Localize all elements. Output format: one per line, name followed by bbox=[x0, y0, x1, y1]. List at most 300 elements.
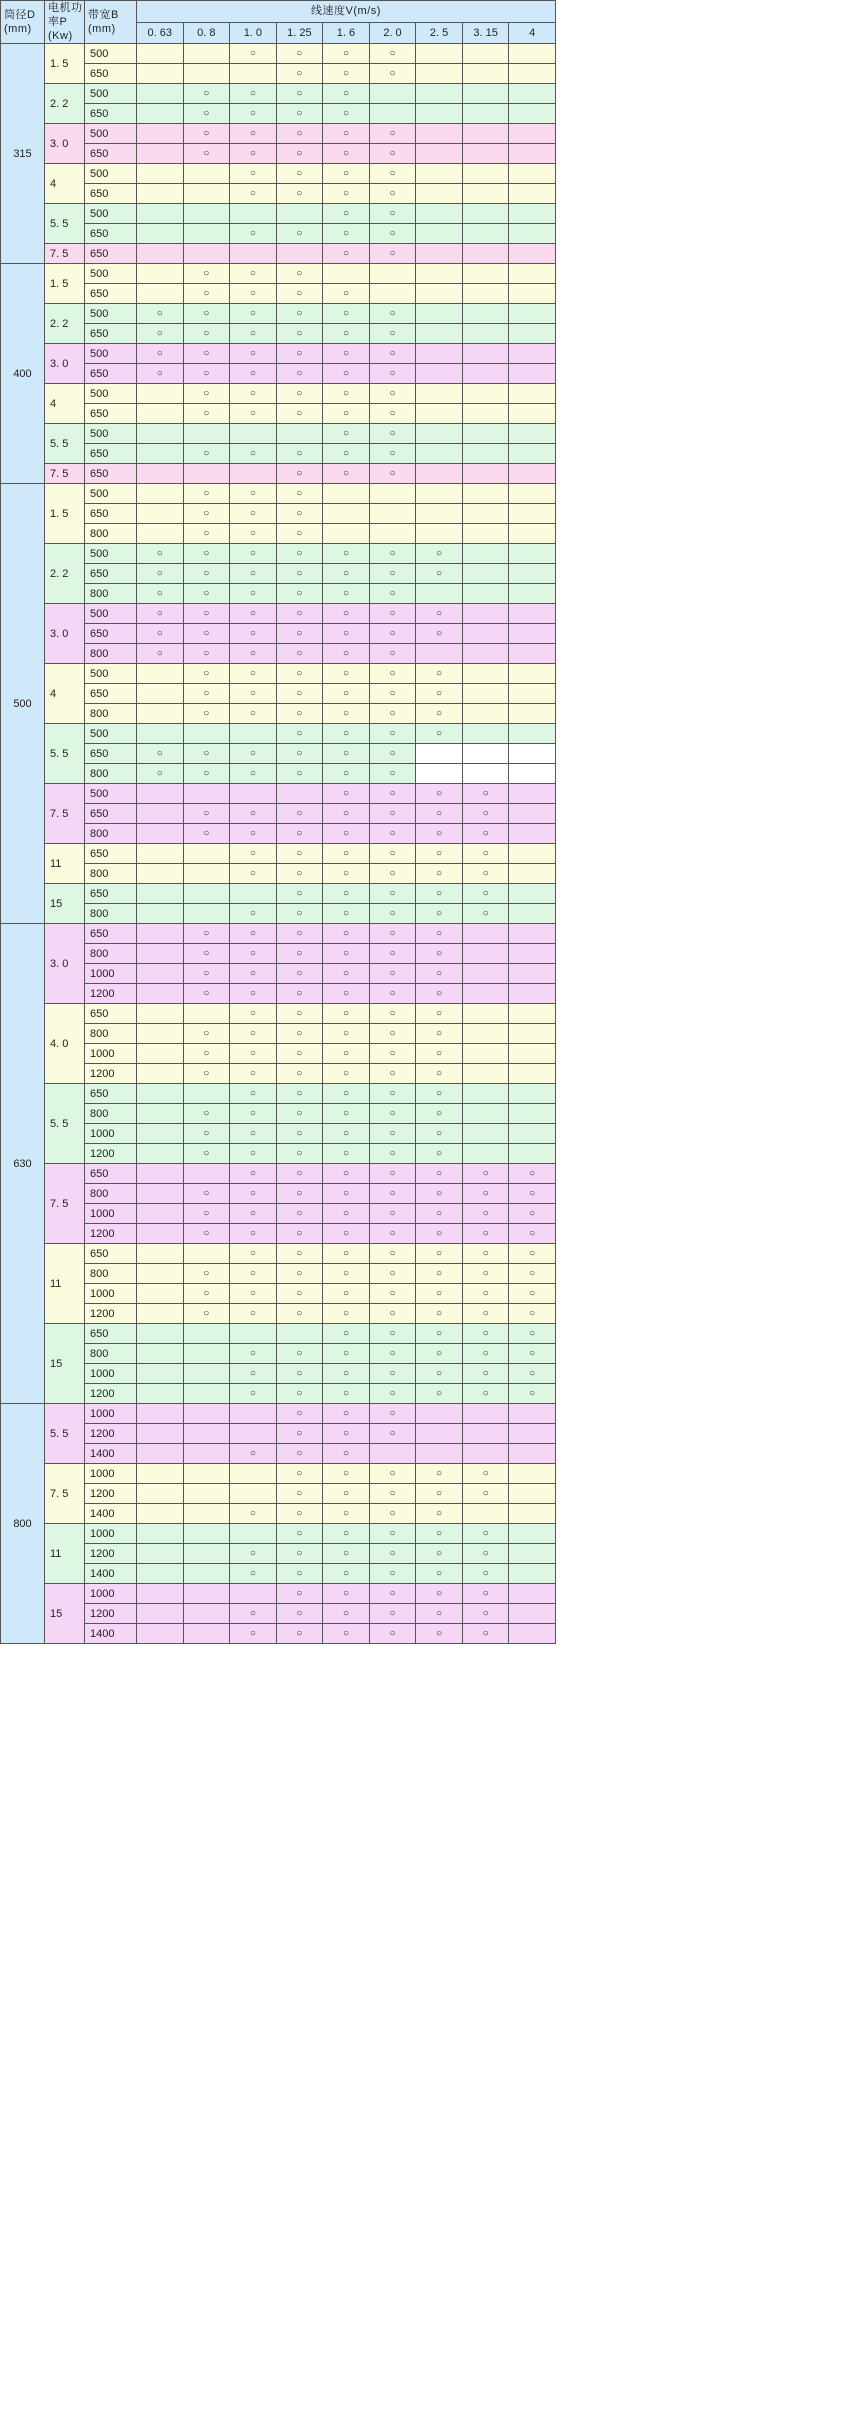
mark-cell bbox=[276, 1544, 323, 1564]
mark-cell bbox=[462, 1244, 509, 1264]
mark-cell bbox=[462, 484, 509, 504]
check-mark-icon: ○ bbox=[296, 708, 303, 719]
belt-width-cell: 500 bbox=[85, 784, 137, 804]
check-mark-icon: ○ bbox=[249, 968, 256, 979]
table-row bbox=[1, 184, 556, 204]
check-mark-icon: ○ bbox=[436, 708, 443, 719]
mark-cell bbox=[369, 944, 416, 964]
check-mark-icon: ○ bbox=[529, 1308, 536, 1319]
mark-cell bbox=[509, 604, 556, 624]
check-mark-icon: ○ bbox=[249, 1508, 256, 1519]
mark-cell bbox=[416, 924, 463, 944]
mark-cell bbox=[369, 304, 416, 324]
mark-cell bbox=[230, 544, 277, 564]
mark-cell bbox=[137, 904, 184, 924]
mark-cell bbox=[323, 644, 370, 664]
mark-cell bbox=[183, 1184, 230, 1204]
mark-cell bbox=[276, 744, 323, 764]
mark-cell bbox=[416, 824, 463, 844]
check-mark-icon: ○ bbox=[389, 868, 396, 879]
mark-cell bbox=[137, 584, 184, 604]
check-mark-icon: ○ bbox=[436, 548, 443, 559]
mark-cell bbox=[323, 64, 370, 84]
check-mark-icon: ○ bbox=[296, 1448, 303, 1459]
check-mark-icon: ○ bbox=[436, 1288, 443, 1299]
check-mark-icon: ○ bbox=[482, 1268, 489, 1279]
check-mark-icon: ○ bbox=[342, 1508, 349, 1519]
mark-cell bbox=[462, 104, 509, 124]
mark-cell bbox=[462, 804, 509, 824]
mark-cell bbox=[230, 464, 277, 484]
check-mark-icon: ○ bbox=[296, 268, 303, 279]
mark-cell bbox=[462, 1444, 509, 1464]
mark-cell bbox=[509, 464, 556, 484]
mark-cell bbox=[137, 1444, 184, 1464]
mark-cell bbox=[369, 344, 416, 364]
mark-cell bbox=[183, 1584, 230, 1604]
mark-cell bbox=[323, 1244, 370, 1264]
mark-cell bbox=[462, 1464, 509, 1484]
mark-cell bbox=[509, 1304, 556, 1324]
check-mark-icon: ○ bbox=[296, 1508, 303, 1519]
mark-cell bbox=[230, 1224, 277, 1244]
mark-cell bbox=[369, 1364, 416, 1384]
mark-cell bbox=[230, 184, 277, 204]
belt-width-cell: 650 bbox=[85, 224, 137, 244]
header-speed-1: 0. 8 bbox=[183, 22, 230, 44]
check-mark-icon: ○ bbox=[249, 1288, 256, 1299]
mark-cell bbox=[137, 264, 184, 284]
mark-cell bbox=[137, 924, 184, 944]
check-mark-icon: ○ bbox=[342, 668, 349, 679]
belt-width-cell: 650 bbox=[85, 324, 137, 344]
check-mark-icon: ○ bbox=[342, 1588, 349, 1599]
mark-cell bbox=[183, 284, 230, 304]
check-mark-icon: ○ bbox=[203, 368, 210, 379]
belt-width-cell: 1000 bbox=[85, 1584, 137, 1604]
mark-cell bbox=[137, 1124, 184, 1144]
mark-cell bbox=[509, 444, 556, 464]
belt-width-cell: 1000 bbox=[85, 1044, 137, 1064]
mark-cell bbox=[509, 1424, 556, 1444]
mark-cell bbox=[276, 44, 323, 64]
mark-cell bbox=[416, 1324, 463, 1344]
check-mark-icon: ○ bbox=[389, 588, 396, 599]
mark-cell bbox=[230, 1524, 277, 1544]
mark-cell bbox=[462, 864, 509, 884]
table-row bbox=[1, 244, 556, 264]
check-mark-icon: ○ bbox=[296, 68, 303, 79]
mark-cell bbox=[230, 1264, 277, 1284]
mark-cell bbox=[369, 64, 416, 84]
mark-cell bbox=[323, 624, 370, 644]
belt-width-cell: 650 bbox=[85, 1164, 137, 1184]
check-mark-icon: ○ bbox=[342, 1348, 349, 1359]
mark-cell bbox=[369, 1184, 416, 1204]
mark-cell bbox=[276, 384, 323, 404]
check-mark-icon: ○ bbox=[203, 708, 210, 719]
mark-cell bbox=[230, 804, 277, 824]
mark-cell bbox=[183, 744, 230, 764]
check-mark-icon: ○ bbox=[482, 1628, 489, 1639]
check-mark-icon: ○ bbox=[156, 768, 163, 779]
mark-cell bbox=[462, 1484, 509, 1504]
mark-cell bbox=[323, 1404, 370, 1424]
mark-cell bbox=[183, 464, 230, 484]
mark-cell bbox=[416, 904, 463, 924]
belt-width-cell: 1200 bbox=[85, 1384, 137, 1404]
check-mark-icon: ○ bbox=[342, 908, 349, 919]
mark-cell bbox=[509, 1544, 556, 1564]
mark-cell bbox=[276, 704, 323, 724]
mark-cell bbox=[183, 904, 230, 924]
mark-cell bbox=[369, 1544, 416, 1564]
mark-cell bbox=[137, 864, 184, 884]
check-mark-icon: ○ bbox=[342, 408, 349, 419]
check-mark-icon: ○ bbox=[296, 1308, 303, 1319]
mark-cell bbox=[416, 1384, 463, 1404]
mark-cell bbox=[323, 1464, 370, 1484]
mark-cell bbox=[509, 1364, 556, 1384]
check-mark-icon: ○ bbox=[342, 208, 349, 219]
mark-cell bbox=[323, 204, 370, 224]
power-cell: 5. 5 bbox=[45, 724, 85, 784]
belt-width-cell: 500 bbox=[85, 304, 137, 324]
check-mark-icon: ○ bbox=[342, 728, 349, 739]
mark-cell bbox=[230, 84, 277, 104]
check-mark-icon: ○ bbox=[249, 1368, 256, 1379]
mark-cell bbox=[323, 464, 370, 484]
mark-cell bbox=[276, 104, 323, 124]
check-mark-icon: ○ bbox=[203, 308, 210, 319]
check-mark-icon: ○ bbox=[342, 1288, 349, 1299]
mark-cell bbox=[183, 724, 230, 744]
mark-cell bbox=[369, 144, 416, 164]
check-mark-icon: ○ bbox=[342, 748, 349, 759]
mark-cell bbox=[183, 1624, 230, 1644]
check-mark-icon: ○ bbox=[389, 1508, 396, 1519]
mark-cell bbox=[416, 1024, 463, 1044]
mark-cell bbox=[369, 404, 416, 424]
mark-cell bbox=[323, 184, 370, 204]
mark-cell bbox=[183, 364, 230, 384]
mark-cell bbox=[323, 1524, 370, 1544]
check-mark-icon: ○ bbox=[389, 148, 396, 159]
mark-cell bbox=[323, 1484, 370, 1504]
mark-cell bbox=[462, 1384, 509, 1404]
mark-cell bbox=[323, 1324, 370, 1344]
check-mark-icon: ○ bbox=[203, 628, 210, 639]
mark-cell bbox=[369, 1624, 416, 1644]
check-mark-icon: ○ bbox=[249, 88, 256, 99]
check-mark-icon: ○ bbox=[296, 1408, 303, 1419]
mark-cell bbox=[183, 1264, 230, 1284]
check-mark-icon: ○ bbox=[389, 328, 396, 339]
check-mark-icon: ○ bbox=[342, 1568, 349, 1579]
check-mark-icon: ○ bbox=[296, 588, 303, 599]
mark-cell bbox=[183, 1204, 230, 1224]
mark-cell bbox=[462, 684, 509, 704]
mark-cell bbox=[323, 544, 370, 564]
mark-cell bbox=[183, 44, 230, 64]
mark-cell bbox=[230, 644, 277, 664]
check-mark-icon: ○ bbox=[296, 1528, 303, 1539]
power-cell: 11 bbox=[45, 1524, 85, 1584]
power-cell: 11 bbox=[45, 844, 85, 884]
check-mark-icon: ○ bbox=[249, 1628, 256, 1639]
check-mark-icon: ○ bbox=[296, 448, 303, 459]
mark-cell bbox=[276, 424, 323, 444]
mark-cell bbox=[183, 1484, 230, 1504]
mark-cell bbox=[137, 824, 184, 844]
mark-cell bbox=[183, 564, 230, 584]
mark-cell bbox=[509, 1604, 556, 1624]
table-row bbox=[1, 124, 556, 144]
mark-cell bbox=[137, 1044, 184, 1064]
mark-cell bbox=[323, 1064, 370, 1084]
mark-cell bbox=[416, 764, 463, 784]
check-mark-icon: ○ bbox=[296, 1588, 303, 1599]
mark-cell bbox=[230, 1624, 277, 1644]
mark-cell bbox=[183, 384, 230, 404]
check-mark-icon: ○ bbox=[482, 908, 489, 919]
check-mark-icon: ○ bbox=[482, 848, 489, 859]
mark-cell bbox=[509, 104, 556, 124]
mark-cell bbox=[230, 1144, 277, 1164]
mark-cell bbox=[509, 1204, 556, 1224]
check-mark-icon: ○ bbox=[482, 868, 489, 879]
check-mark-icon: ○ bbox=[342, 388, 349, 399]
mark-cell bbox=[462, 364, 509, 384]
mark-cell bbox=[416, 524, 463, 544]
mark-cell bbox=[462, 1304, 509, 1324]
mark-cell bbox=[183, 544, 230, 564]
table-row bbox=[1, 844, 556, 864]
mark-cell bbox=[509, 1104, 556, 1124]
mark-cell bbox=[369, 1504, 416, 1524]
mark-cell bbox=[323, 364, 370, 384]
mark-cell bbox=[509, 204, 556, 224]
check-mark-icon: ○ bbox=[203, 1068, 210, 1079]
check-mark-icon: ○ bbox=[296, 748, 303, 759]
check-mark-icon: ○ bbox=[436, 808, 443, 819]
check-mark-icon: ○ bbox=[436, 1128, 443, 1139]
mark-cell bbox=[369, 1304, 416, 1324]
mark-cell bbox=[137, 804, 184, 824]
mark-cell bbox=[183, 824, 230, 844]
header-diameter-line2: (mm) bbox=[4, 23, 32, 35]
check-mark-icon: ○ bbox=[436, 1088, 443, 1099]
check-mark-icon: ○ bbox=[436, 1228, 443, 1239]
mark-cell bbox=[416, 644, 463, 664]
mark-cell bbox=[137, 364, 184, 384]
check-mark-icon: ○ bbox=[342, 788, 349, 799]
check-mark-icon: ○ bbox=[203, 548, 210, 559]
mark-cell bbox=[276, 1344, 323, 1364]
check-mark-icon: ○ bbox=[389, 1308, 396, 1319]
power-cell: 15 bbox=[45, 1584, 85, 1644]
check-mark-icon: ○ bbox=[342, 768, 349, 779]
header-power-line3: (Kw) bbox=[48, 30, 73, 42]
belt-width-cell: 800 bbox=[85, 1264, 137, 1284]
mark-cell bbox=[230, 664, 277, 684]
mark-cell bbox=[323, 524, 370, 544]
check-mark-icon: ○ bbox=[249, 48, 256, 59]
mark-cell bbox=[416, 1484, 463, 1504]
mark-cell bbox=[323, 1624, 370, 1644]
table-row bbox=[1, 964, 556, 984]
mark-cell bbox=[416, 964, 463, 984]
belt-width-cell: 650 bbox=[85, 804, 137, 824]
check-mark-icon: ○ bbox=[249, 1388, 256, 1399]
mark-cell bbox=[509, 964, 556, 984]
check-mark-icon: ○ bbox=[296, 1568, 303, 1579]
mark-cell bbox=[137, 1004, 184, 1024]
mark-cell bbox=[137, 764, 184, 784]
mark-cell bbox=[137, 1164, 184, 1184]
check-mark-icon: ○ bbox=[342, 68, 349, 79]
check-mark-icon: ○ bbox=[342, 1428, 349, 1439]
mark-cell bbox=[137, 1404, 184, 1424]
mark-cell bbox=[416, 1584, 463, 1604]
check-mark-icon: ○ bbox=[249, 568, 256, 579]
table-row bbox=[1, 324, 556, 344]
check-mark-icon: ○ bbox=[529, 1348, 536, 1359]
mark-cell bbox=[183, 804, 230, 824]
check-mark-icon: ○ bbox=[203, 108, 210, 119]
check-mark-icon: ○ bbox=[389, 1488, 396, 1499]
mark-cell bbox=[276, 1184, 323, 1204]
table-row bbox=[1, 884, 556, 904]
mark-cell bbox=[137, 884, 184, 904]
mark-cell bbox=[230, 64, 277, 84]
mark-cell bbox=[416, 664, 463, 684]
mark-cell bbox=[462, 144, 509, 164]
check-mark-icon: ○ bbox=[296, 388, 303, 399]
mark-cell bbox=[509, 764, 556, 784]
power-cell: 1. 5 bbox=[45, 484, 85, 544]
mark-cell bbox=[462, 764, 509, 784]
mark-cell bbox=[137, 1144, 184, 1164]
mark-cell bbox=[230, 1464, 277, 1484]
check-mark-icon: ○ bbox=[389, 648, 396, 659]
table-row bbox=[1, 444, 556, 464]
check-mark-icon: ○ bbox=[342, 1248, 349, 1259]
mark-cell bbox=[137, 564, 184, 584]
mark-cell bbox=[416, 444, 463, 464]
check-mark-icon: ○ bbox=[296, 1108, 303, 1119]
check-mark-icon: ○ bbox=[342, 1628, 349, 1639]
mark-cell bbox=[416, 624, 463, 644]
check-mark-icon: ○ bbox=[249, 288, 256, 299]
mark-cell bbox=[416, 1044, 463, 1064]
belt-width-cell: 1200 bbox=[85, 984, 137, 1004]
check-mark-icon: ○ bbox=[482, 1548, 489, 1559]
check-mark-icon: ○ bbox=[296, 548, 303, 559]
check-mark-icon: ○ bbox=[436, 908, 443, 919]
mark-cell bbox=[509, 724, 556, 744]
mark-cell bbox=[369, 724, 416, 744]
check-mark-icon: ○ bbox=[203, 668, 210, 679]
check-mark-icon: ○ bbox=[482, 788, 489, 799]
mark-cell bbox=[183, 1444, 230, 1464]
mark-cell bbox=[509, 244, 556, 264]
mark-cell bbox=[369, 1064, 416, 1084]
mark-cell bbox=[276, 1084, 323, 1104]
table-row bbox=[1, 524, 556, 544]
mark-cell bbox=[230, 1044, 277, 1064]
mark-cell bbox=[462, 524, 509, 544]
mark-cell bbox=[276, 1144, 323, 1164]
mark-cell bbox=[323, 1224, 370, 1244]
check-mark-icon: ○ bbox=[156, 628, 163, 639]
check-mark-icon: ○ bbox=[342, 1048, 349, 1059]
check-mark-icon: ○ bbox=[249, 1048, 256, 1059]
check-mark-icon: ○ bbox=[389, 708, 396, 719]
mark-cell bbox=[369, 1124, 416, 1144]
mark-cell bbox=[230, 924, 277, 944]
table-row bbox=[1, 1104, 556, 1124]
check-mark-icon: ○ bbox=[203, 948, 210, 959]
mark-cell bbox=[137, 704, 184, 724]
mark-cell bbox=[462, 984, 509, 1004]
mark-cell bbox=[416, 1624, 463, 1644]
check-mark-icon: ○ bbox=[389, 248, 396, 259]
mark-cell bbox=[230, 1244, 277, 1264]
power-cell: 4 bbox=[45, 164, 85, 204]
belt-width-cell: 650 bbox=[85, 404, 137, 424]
check-mark-icon: ○ bbox=[342, 48, 349, 59]
check-mark-icon: ○ bbox=[296, 948, 303, 959]
mark-cell bbox=[276, 504, 323, 524]
table-row bbox=[1, 664, 556, 684]
check-mark-icon: ○ bbox=[296, 1228, 303, 1239]
mark-cell bbox=[323, 1044, 370, 1064]
check-mark-icon: ○ bbox=[436, 728, 443, 739]
mark-cell bbox=[137, 404, 184, 424]
check-mark-icon: ○ bbox=[482, 1348, 489, 1359]
check-mark-icon: ○ bbox=[529, 1208, 536, 1219]
check-mark-icon: ○ bbox=[296, 1208, 303, 1219]
power-cell: 1. 5 bbox=[45, 264, 85, 304]
check-mark-icon: ○ bbox=[436, 1548, 443, 1559]
check-mark-icon: ○ bbox=[296, 1348, 303, 1359]
check-mark-icon: ○ bbox=[436, 1028, 443, 1039]
mark-cell bbox=[462, 1104, 509, 1124]
check-mark-icon: ○ bbox=[296, 188, 303, 199]
mark-cell bbox=[462, 744, 509, 764]
mark-cell bbox=[416, 1164, 463, 1184]
check-mark-icon: ○ bbox=[342, 988, 349, 999]
check-mark-icon: ○ bbox=[296, 348, 303, 359]
diameter-cell: 315 bbox=[1, 44, 45, 264]
mark-cell bbox=[462, 1064, 509, 1084]
mark-cell bbox=[230, 1424, 277, 1444]
belt-width-cell: 800 bbox=[85, 904, 137, 924]
mark-cell bbox=[230, 1084, 277, 1104]
table-row bbox=[1, 1504, 556, 1524]
check-mark-icon: ○ bbox=[249, 1448, 256, 1459]
mark-cell bbox=[183, 764, 230, 784]
table-row bbox=[1, 484, 556, 504]
check-mark-icon: ○ bbox=[342, 1368, 349, 1379]
check-mark-icon: ○ bbox=[203, 808, 210, 819]
mark-cell bbox=[230, 1384, 277, 1404]
table-row bbox=[1, 1144, 556, 1164]
mark-cell bbox=[230, 844, 277, 864]
check-mark-icon: ○ bbox=[296, 1148, 303, 1159]
header-speed-7: 3. 15 bbox=[462, 22, 509, 44]
